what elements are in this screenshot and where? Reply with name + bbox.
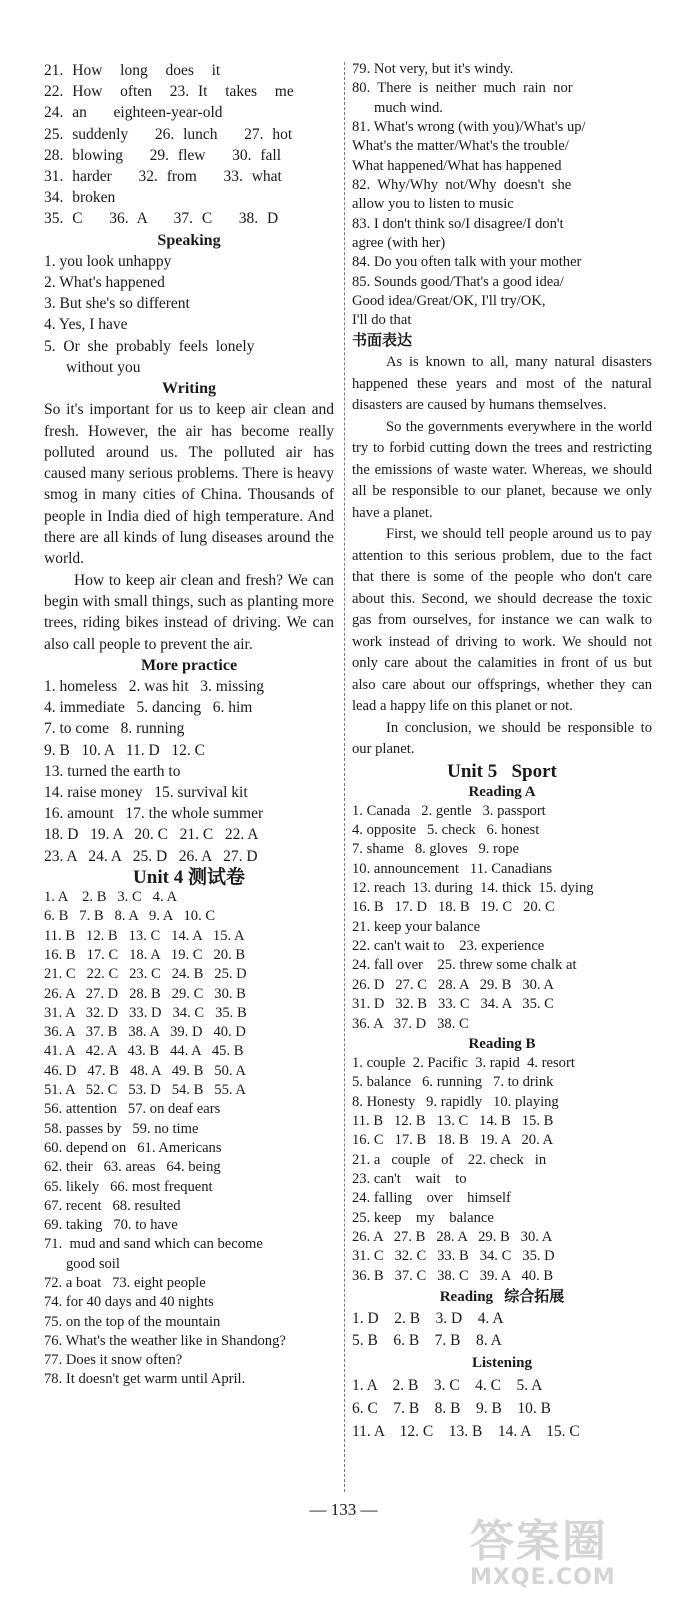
answer-line: 8. Honesty 9. rapidly 10. playing [352,1093,559,1110]
answer-line: good soil [66,1255,120,1272]
answer-line: 31. C 32. C 33. B 34. C 35. D [352,1248,555,1265]
answer-line: 41. A 42. A 43. B 44. A 45. B [44,1043,244,1060]
writing-heading: Writing [162,380,216,398]
answer-line: 12. reach 13. during 14. thick 15. dying [352,880,594,897]
answer-line: 74. for 40 days and 40 nights [44,1294,214,1311]
answer-line: 36. B 37. C 38. C 39. A 40. B [352,1267,554,1284]
essay-paragraph [352,524,652,718]
essay-paragraph [352,718,652,761]
answer-line: 51. A 52. C 53. D 54. B 55. A [44,1082,246,1099]
answer-line: 46. D 47. B 48. A 49. B 50. A [44,1062,246,1079]
left-column [44,60,334,1390]
answer-line: 58. passes by 59. no time [44,1120,199,1137]
page-number: — 133 — [309,1500,378,1519]
answer-line: 1. you look unhappy [44,252,172,270]
answer-line: 62. their 63. areas 64. being [44,1159,221,1176]
answer-line: 13. turned the earth to [44,762,181,780]
essay-heading: 书面表达 [352,332,413,349]
answer-line: 35. C 36. A 37. C 38. D [44,210,279,228]
answer-line: 56. attention 57. on deaf ears [44,1101,221,1118]
answer-line: 1. A 2. B 3. C 4. A [44,889,177,906]
answer-line: 81. What's wrong (with you)/What's up/ [352,119,586,136]
answer-line: Good idea/Great/OK, I'll try/OK, [352,293,546,310]
answer-line: 71. mud and sand which can become [44,1236,263,1253]
answer-line: 5. B 6. B 7. B 8. A [352,1331,502,1349]
answer-line: 4. opposite 5. check 6. honest [352,822,540,839]
answer-line: What's the matter/What's the trouble/ [352,138,569,155]
unit5-heading: Unit 5 Sport [447,760,557,782]
answer-line: 5. balance 6. running 7. to drink [352,1074,554,1091]
answer-line: 24. an eighteen-year-old [44,104,223,122]
answer-line: 83. I don't think so/I disagree/I don't [352,215,564,232]
answer-line: 79. Not very, but it's windy. [352,61,514,77]
answer-line: 16. C 17. B 18. B 19. A 20. A [352,1132,554,1149]
answer-line: 11. A 12. C 13. B 14. A 15. C [352,1422,580,1440]
answer-line: 1. D 2. B 3. D 4. A [352,1309,504,1327]
answer-line: 7. to come 8. running [44,720,185,738]
answer-line: 75. on the top of the mountain [44,1313,221,1330]
reading-b-heading: Reading B [468,1035,536,1052]
unit4-test-heading: Unit 4 测试卷 [133,866,245,888]
answer-line: 10. announcement 11. Canadians [352,860,553,877]
answer-line: 31. A 32. D 33. D 34. C 35. B [44,1004,247,1021]
more-practice-heading: More practice [140,656,238,674]
answer-line: 3. But she's so different [44,295,190,313]
column-divider [344,62,345,1492]
answer-line: 11. B 12. B 13. C 14. A 15. A [44,927,245,944]
answer-line: 6. B 7. B 8. A 9. A 10. C [44,908,216,925]
answer-line: 85. Sounds good/That's a good idea/ [352,273,564,290]
watermark-logo [470,1505,680,1595]
answer-line: 6. C 7. B 8. B 9. B 10. B [352,1399,551,1417]
answer-line: agree (with her) [352,235,446,252]
answer-line: 26. A 27. B 28. A 29. B 30. A [352,1228,553,1245]
answer-line: without you [66,358,141,376]
answer-line: 16. amount 17. the whole summer [44,805,264,823]
answer-line: 25. keep my balance [352,1209,494,1226]
reading-a-heading: Reading A [468,783,536,800]
answer-line: 34. broken [44,189,116,207]
answer-line: 69. taking 70. to have [44,1217,178,1234]
answer-line: 36. A 37. B 38. A 39. D 40. D [44,1024,246,1041]
answer-line: 21. C 22. C 23. C 24. B 25. D [44,966,247,983]
essay-paragraph-text: In conclusion, we should be responsible to our planet. [352,719,652,758]
right-column [352,60,652,1443]
unit4-test-answers [44,888,334,1390]
answer-line: 24. falling over himself [352,1190,511,1207]
answer-line: I'll do that [352,312,412,329]
answer-line: 31. D 32. B 33. C 34. A 35. C [352,996,554,1013]
answer-line: 21. How long does it [44,62,221,79]
answer-line: 65. likely 66. most frequent [44,1178,213,1195]
listening-answers [352,1374,652,1443]
answer-line: 4. immediate 5. dancing 6. him [44,699,253,717]
answer-line: 77. Does it snow often? [44,1352,183,1369]
speaking-heading: Speaking [157,231,221,249]
answer-line: 24. fall over 25. threw some chalk at [352,957,577,974]
answer-line: 78. It doesn't get warm until April. [44,1371,246,1388]
answer-line: 60. depend on 61. Americans [44,1139,222,1156]
answer-line: 22. How often 23. It takes me [44,83,294,101]
speaking-answers [44,251,334,378]
answer-line: 72. a boat 73. eight people [44,1274,206,1291]
answer-line: 26. A 27. D 28. B 29. C 30. B [44,985,246,1002]
answer-line: What happened/What has happened [352,157,562,174]
answer-line: 25. suddenly 26. lunch 27. hot [44,125,293,143]
more-practice-answers [44,676,334,867]
answer-line: 18. D 19. A 20. C 21. C 22. A [44,826,259,844]
answer-line: 16. B 17. D 18. B 19. C 20. C [352,899,555,916]
answer-line: 2. What's happened [44,274,165,292]
answer-line: 76. What's the weather like in Shandong? [44,1332,286,1349]
answer-line: 7. shame 8. gloves 9. rope [352,841,519,858]
answer-line: 31. harder 32. from 33. what [44,168,282,186]
answer-line: 4. Yes, I have [44,316,128,334]
answer-line: 80. There is neither much rain nor [352,80,573,97]
answers-79-85 [352,60,652,331]
answer-line: 21. a couple of 22. check in [352,1151,547,1168]
watermark-text: 答案圈 [470,1516,608,1567]
answer-line: 26. D 27. C 28. A 29. B 30. A [352,976,554,993]
essay-paragraph [352,417,652,525]
essay-paragraph-text: As is known to all, many natural disasters happened these years and most of the natural disasters are caused by humans themselves. [352,354,652,414]
essay-paragraph [352,352,652,417]
answers-21-38 [44,60,334,230]
reading-extension-heading: Reading 综合拓展 [439,1288,565,1305]
answer-line: 21. keep your balance [352,918,481,935]
essay-paragraph-text: So the governments everywhere in the world try to forbid cutting down the trees and restricting the emissions of waste water. Whereas, we should all be responsible to our planet, because we only have a planet. [352,418,652,521]
answer-line: 14. raise money 15. survival kit [44,784,248,802]
essay-paragraph-text: First, we should tell people around us to pay attention to this serious problem, due to the fact that there is some of the people who don't care about this. Second, we should decrease the toxic gas from ourselves, for instance we can walk to work instead of driving to work. We should not only care about the calamities in front of us but also care about our offsprings, whether they can lead a happy life on this planet or not. [352,526,652,715]
answer-line: much wind. [374,99,443,116]
listening-heading: Listening [471,1354,532,1371]
writing-paragraph: So it's important for us to keep air clean and fresh. However, the air has become really polluted around us. The polluted air has caused many serious problems. There is heavy smog in many cities of China. Thousands of people in India died of high temperature. And there are all kinds of lung diseases around the world. [44,401,334,568]
answer-line: 84. Do you often talk with your mother [352,254,582,271]
writing-paragraph [44,570,334,655]
reading-extension-answers [352,1308,652,1352]
answer-line: 67. recent 68. resulted [44,1197,181,1214]
answer-line: 23. can't wait to [352,1170,467,1187]
answer-line: 9. B 10. A 11. D 12. C [44,741,205,759]
writing-paragraph-text: How to keep air clean and fresh? We can begin with small things, such as planting more trees, riding bikes instead of driving. We can also call people to prevent the air. [44,571,334,653]
answer-line: 11. B 12. B 13. C 14. B 15. B [352,1112,554,1129]
answer-line: 22. can't wait to 23. experience [352,938,545,955]
answer-line: 1. couple 2. Pacific 3. rapid 4. resort [352,1054,575,1071]
answer-line: 16. B 17. C 18. A 19. C 20. B [44,946,246,963]
answer-line: 5. Or she probably feels lonely [44,337,255,355]
answer-line: 28. blowing 29. flew 30. fall [44,146,282,164]
answer-line: allow you to listen to music [352,196,514,213]
watermark-url: MXQE.COM [470,1565,616,1590]
answer-line: 82. Why/Why not/Why doesn't she [352,177,572,194]
answer-line: 1. Canada 2. gentle 3. passport [352,802,546,819]
answer-line: 1. A 2. B 3. C 4. C 5. A [352,1376,543,1394]
reading-b-answers [352,1054,652,1286]
answer-line: 23. A 24. A 25. D 26. A 27. D [44,847,258,865]
answer-line: 36. A 37. D 38. C [352,1015,469,1032]
reading-a-answers [352,802,652,1034]
answer-line: 1. homeless 2. was hit 3. missing [44,678,265,696]
